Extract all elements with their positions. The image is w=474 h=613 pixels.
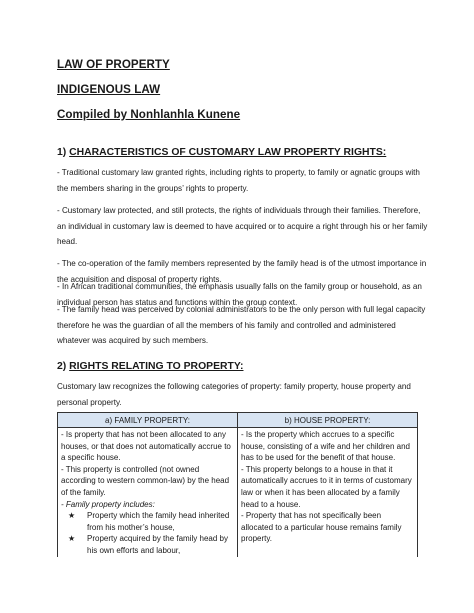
list-item xyxy=(68,533,234,556)
property-categories-table xyxy=(57,412,418,557)
section-1-number: 1) xyxy=(57,147,67,158)
section-2-title: RIGHTS RELATING TO PROPERTY: xyxy=(69,361,244,372)
document-author: Compiled by Nonhlanhla Kunene xyxy=(57,108,241,121)
list-item-text: Property which the family head inherited from his mother’s house, xyxy=(87,511,230,532)
section-1-paragraph: - The family head was perceived by colonial administrators to be the only person with full legal capacity therefore he was the guardian of all the members of his family and controlled and administered whatever was acquired by such members. xyxy=(57,305,426,346)
family-property-text: - This property is controlled (not owned according to western common-law) by the head of the family. xyxy=(61,464,230,497)
section-1-heading xyxy=(57,147,386,158)
family-property-list xyxy=(61,510,234,556)
section-1-paragraph: - The co-operation of the family members represented by the family head is of the utmost importance in the acquisition and disposal of property rights. xyxy=(57,259,427,284)
family-property-cell xyxy=(58,428,238,557)
house-property-header: b) HOUSE PROPERTY: xyxy=(238,413,418,428)
family-property-header: a) FAMILY PROPERTY: xyxy=(58,413,238,428)
family-property-includes: - Family property includes: xyxy=(61,499,155,509)
section-1-paragraph: - Customary law protected, and still protects, the rights of individuals through their families. Therefore, an individual in customary law is deemed to have acquired or to acquire a right through his or her family head. xyxy=(57,206,428,247)
section-2-number: 2) xyxy=(57,361,67,372)
family-property-text: - Is property that has not been allocated to any houses, or that does not automatically accrue to a specific house. xyxy=(61,430,231,463)
house-property-text: - Is the property which accrues to a specific house, consisting of a wife and her children and has to be used for the benefit of that house. xyxy=(241,430,410,463)
section-1-title: CHARACTERISTICS OF CUSTOMARY LAW PROPERTY RIGHTS: xyxy=(69,147,387,158)
document-title: LAW OF PROPERTY xyxy=(57,58,170,71)
house-property-text: - Property that has not specifically been allocated to a particular house remains family property. xyxy=(241,511,402,544)
section-1-paragraph: - In African traditional communities, the emphasis usually falls on the family group or household, as an individual person has status and functions within the group context. xyxy=(57,282,422,307)
section-2-intro: Customary law recognizes the following categories of property: family property, house property and personal property. xyxy=(57,382,411,407)
star-bullet-icon: ★ xyxy=(68,534,76,544)
section-2-heading xyxy=(57,361,243,372)
star-bullet-icon: ★ xyxy=(68,511,76,521)
section-1-paragraph: - Traditional customary law granted rights, including rights to property, to family or agnatic groups with the members sharing in the groups’ rights to property. xyxy=(57,168,420,193)
document-subtitle: INDIGENOUS LAW xyxy=(57,83,161,96)
house-property-text: - This property belongs to a house in that it automatically accrues to it in terms of customary law or when it has been allocated by a family head to a house. xyxy=(241,464,412,509)
list-item xyxy=(68,510,234,533)
list-item-text: Property acquired by the family head by his own efforts and labour, xyxy=(87,534,228,555)
house-property-cell xyxy=(238,428,418,557)
